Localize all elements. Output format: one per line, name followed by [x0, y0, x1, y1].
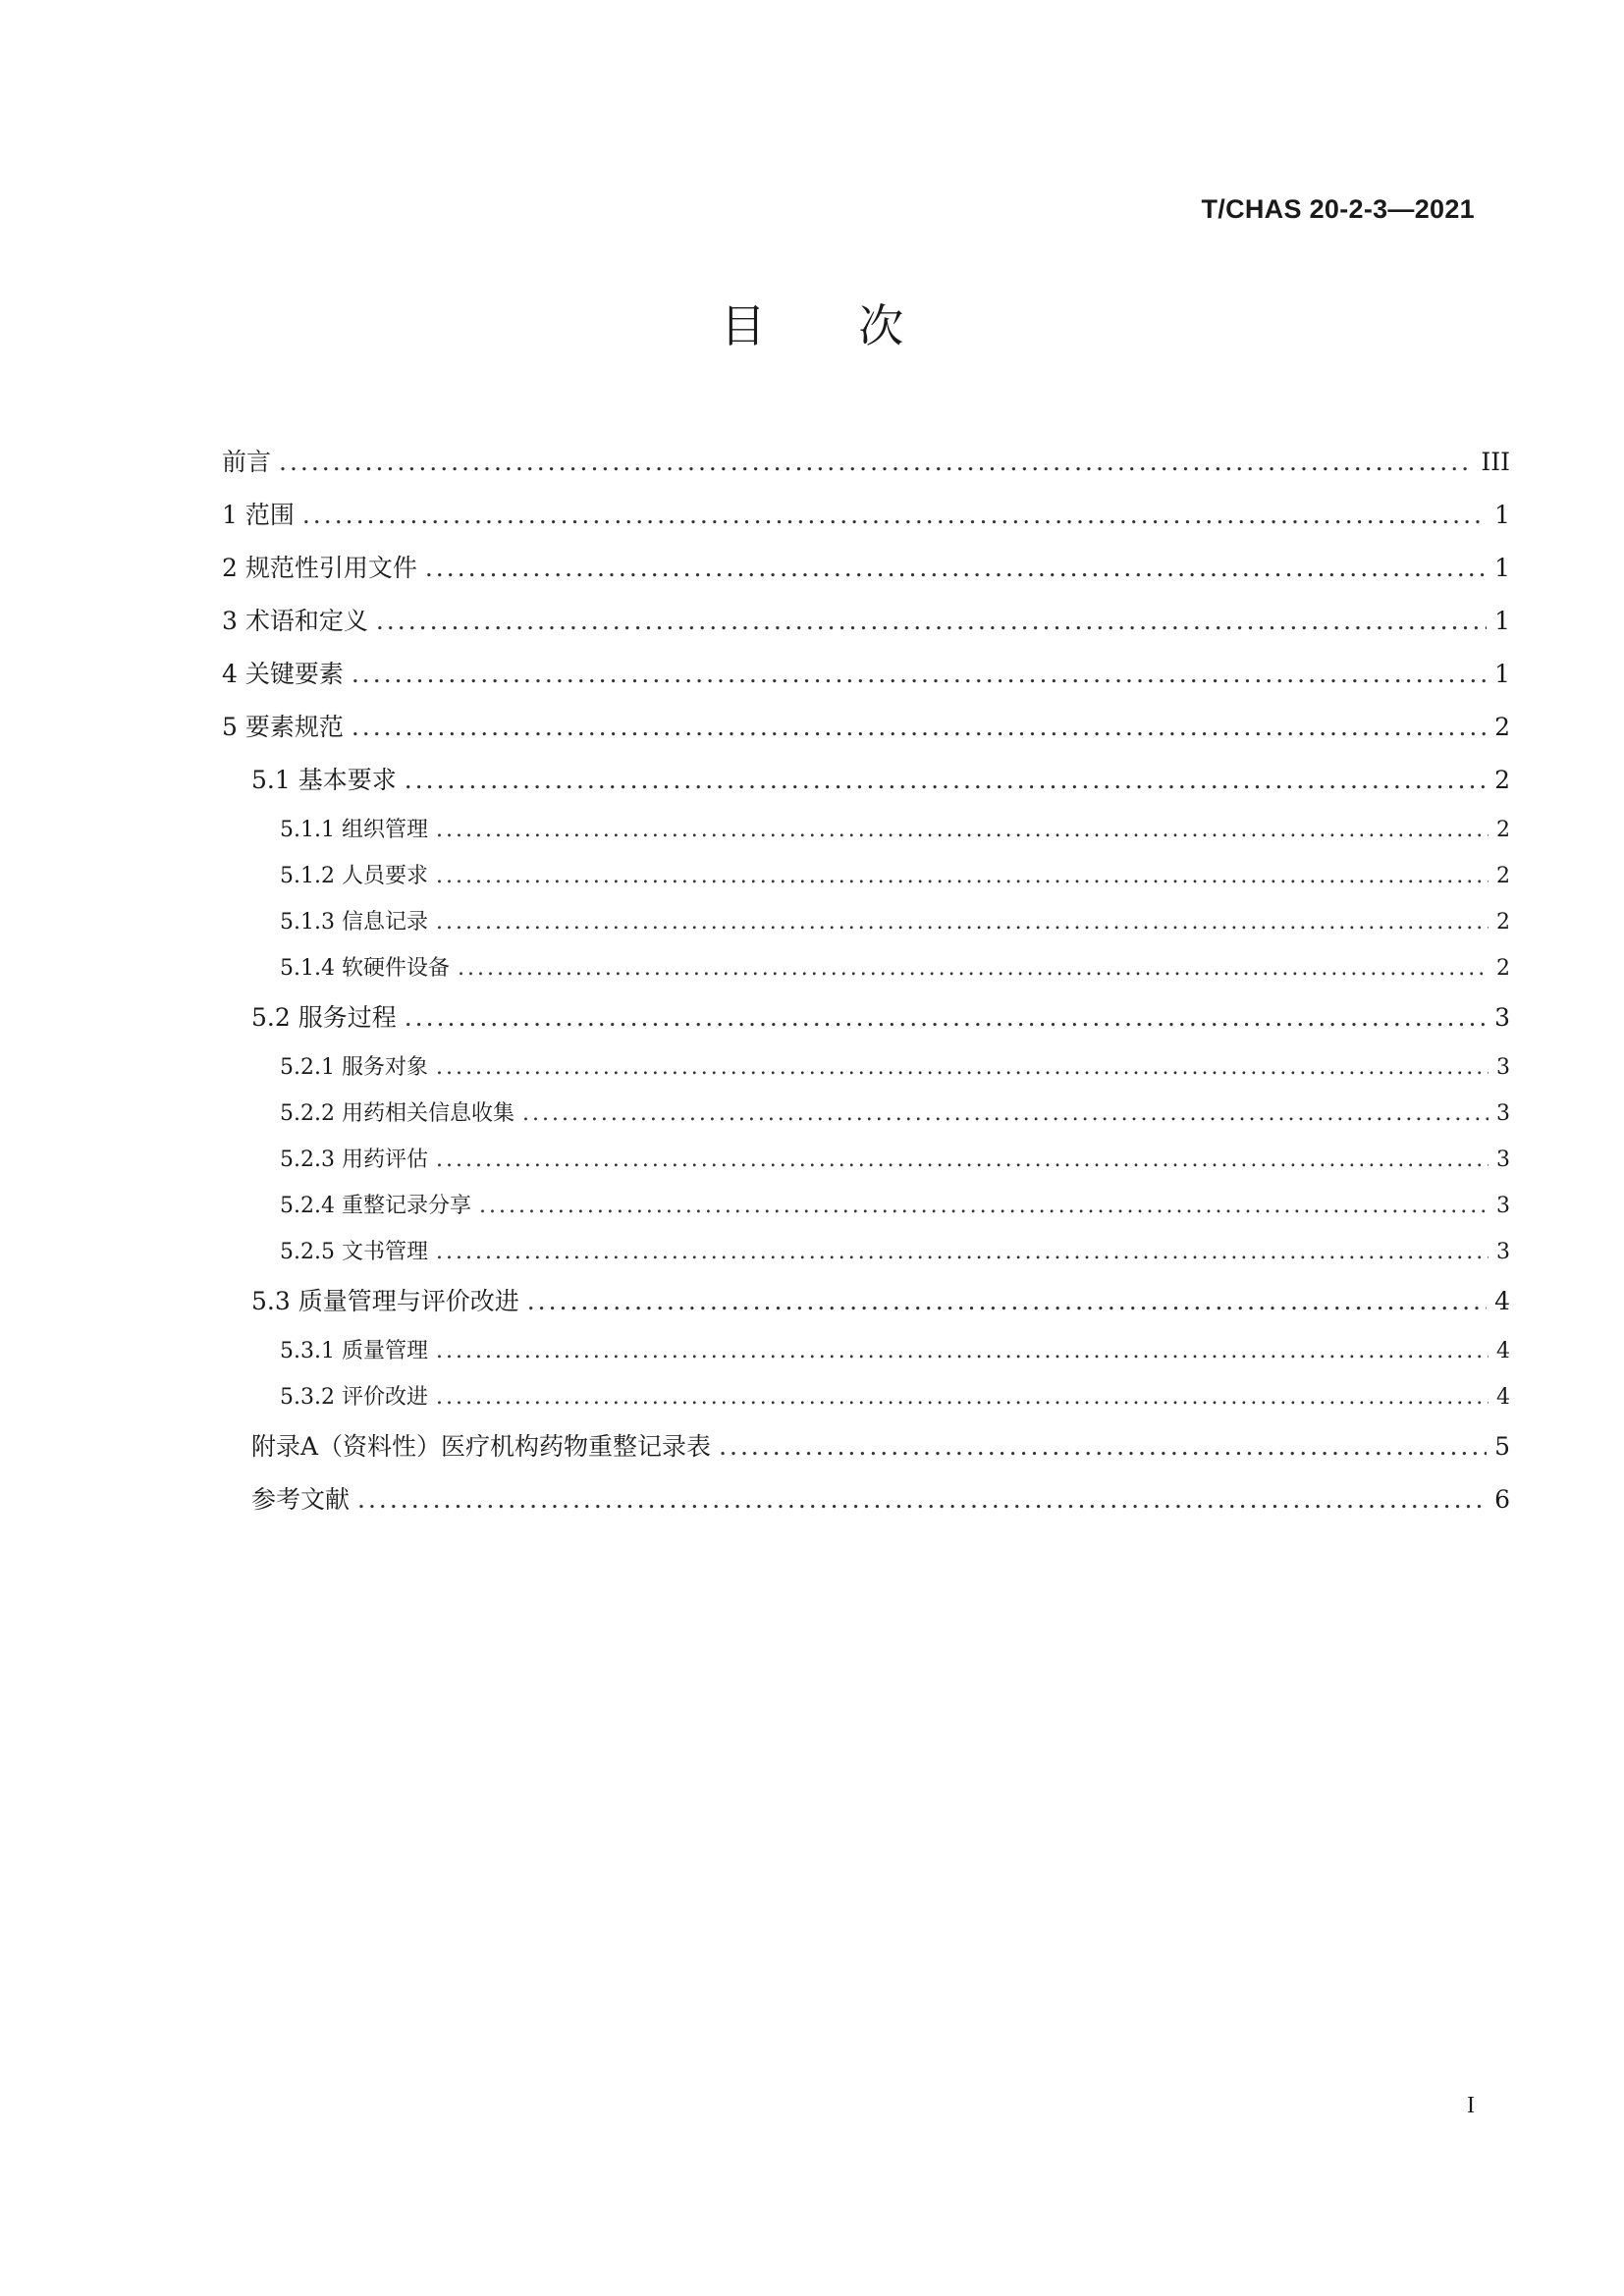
toc-entry-page: 1	[1494, 660, 1510, 688]
toc-entry-label: 1 范围	[222, 501, 295, 529]
toc-entry-label: 5.1.4 软硬件设备	[280, 956, 450, 981]
toc-entry[interactable]	[222, 945, 1510, 991]
toc-entry-label: 附录A（资料性）医疗机构药物重整记录表	[251, 1432, 712, 1461]
toc-entry-label: 5.3 质量管理与评价改进	[251, 1287, 519, 1315]
standard-code: T/CHAS 20-2-3—2021	[1201, 194, 1475, 224]
toc-entry-page: 3	[1494, 1003, 1510, 1032]
toc-entry-page: 3	[1496, 1194, 1510, 1218]
dot-leader	[522, 1091, 1489, 1137]
dot-leader	[279, 436, 1473, 489]
toc-entry-page: 4	[1494, 1287, 1510, 1315]
toc-entry[interactable]	[222, 1473, 1510, 1526]
toc-entry-page: 2	[1496, 910, 1510, 934]
toc-entry[interactable]	[222, 1183, 1510, 1229]
dot-leader	[376, 595, 1487, 648]
toc-entry[interactable]	[222, 991, 1510, 1044]
toc-entry-page: 6	[1494, 1485, 1510, 1514]
dot-leader	[479, 1183, 1489, 1229]
toc-entry-label: 5.3.2 评价改进	[280, 1385, 428, 1410]
toc-entry[interactable]	[222, 1374, 1510, 1420]
toc-entry[interactable]	[222, 1044, 1510, 1091]
toc-entry-label: 5.2.4 重整记录分享	[280, 1194, 471, 1218]
toc-entry-label: 前言	[222, 448, 272, 476]
toc-entry[interactable]	[222, 1091, 1510, 1137]
toc-entry-label: 2 规范性引用文件	[222, 554, 417, 582]
dot-leader	[436, 1044, 1489, 1091]
toc-entry-page: 2	[1494, 713, 1510, 741]
toc-entry[interactable]	[222, 595, 1510, 648]
toc-entry[interactable]	[222, 1420, 1510, 1473]
toc-entry-label: 3 术语和定义	[222, 607, 368, 635]
dot-leader	[527, 1275, 1487, 1328]
toc-entry-page: 4	[1496, 1385, 1510, 1410]
toc-entry-page: 3	[1496, 1101, 1510, 1126]
toc-entry-label: 5.1.1 组织管理	[280, 818, 428, 842]
toc-entry[interactable]	[222, 1229, 1510, 1275]
dot-leader	[458, 945, 1489, 991]
toc-entry-label: 5.2 服务过程	[251, 1003, 397, 1032]
toc-entry-label: 5.1.2 人员要求	[280, 864, 428, 888]
toc-entry-page: 2	[1494, 766, 1510, 794]
table-of-contents	[222, 436, 1510, 1526]
dot-leader	[436, 1328, 1489, 1374]
dot-leader	[352, 701, 1487, 754]
toc-entry-page: 4	[1496, 1339, 1510, 1363]
dot-leader	[436, 1374, 1489, 1420]
toc-entry[interactable]	[222, 1328, 1510, 1374]
toc-entry[interactable]	[222, 807, 1510, 853]
page-title: 目 次	[720, 299, 944, 352]
dot-leader	[357, 1473, 1487, 1526]
toc-entry[interactable]	[222, 899, 1510, 945]
toc-entry-label: 5.2.1 服务对象	[280, 1055, 428, 1080]
toc-entry[interactable]	[222, 489, 1510, 542]
dot-leader	[352, 648, 1487, 701]
dot-leader	[436, 1229, 1489, 1275]
toc-entry[interactable]	[222, 436, 1510, 489]
dot-leader	[302, 489, 1487, 542]
dot-leader	[425, 542, 1487, 595]
dot-leader	[405, 754, 1487, 807]
dot-leader	[405, 991, 1487, 1044]
page-number: I	[1467, 2093, 1475, 2118]
toc-entry-page: 3	[1496, 1055, 1510, 1080]
dot-leader	[719, 1420, 1487, 1473]
toc-entry-label: 5 要素规范	[222, 713, 344, 741]
toc-entry-label: 5.2.3 用药评估	[280, 1148, 428, 1172]
toc-entry-page: 3	[1496, 1148, 1510, 1172]
toc-entry-label: 5.3.1 质量管理	[280, 1339, 428, 1363]
toc-entry-label: 5.1.3 信息记录	[280, 910, 428, 934]
toc-entry[interactable]	[222, 1137, 1510, 1183]
toc-entry-page: 3	[1496, 1240, 1510, 1264]
toc-entry-label: 5.2.5 文书管理	[280, 1240, 428, 1264]
toc-entry[interactable]	[222, 754, 1510, 807]
toc-entry-page: 2	[1496, 956, 1510, 981]
toc-entry-page: 2	[1496, 818, 1510, 842]
toc-entry-page: 1	[1494, 554, 1510, 582]
dot-leader	[436, 899, 1489, 945]
toc-entry[interactable]	[222, 648, 1510, 701]
dot-leader	[436, 853, 1489, 899]
toc-entry-label: 5.2.2 用药相关信息收集	[280, 1101, 514, 1126]
toc-entry-page: 1	[1494, 501, 1510, 529]
toc-entry[interactable]	[222, 542, 1510, 595]
toc-entry-page: 5	[1494, 1432, 1510, 1461]
toc-entry[interactable]	[222, 701, 1510, 754]
toc-entry-label: 5.1 基本要求	[251, 766, 397, 794]
toc-entry-page: III	[1481, 448, 1510, 476]
dot-leader	[436, 807, 1489, 853]
toc-entry-page: 1	[1494, 607, 1510, 635]
toc-entry-page: 2	[1496, 864, 1510, 888]
toc-entry-label: 4 关键要素	[222, 660, 344, 688]
toc-entry[interactable]	[222, 1275, 1510, 1328]
dot-leader	[436, 1137, 1489, 1183]
toc-entry[interactable]	[222, 853, 1510, 899]
toc-entry-label: 参考文献	[251, 1485, 351, 1514]
